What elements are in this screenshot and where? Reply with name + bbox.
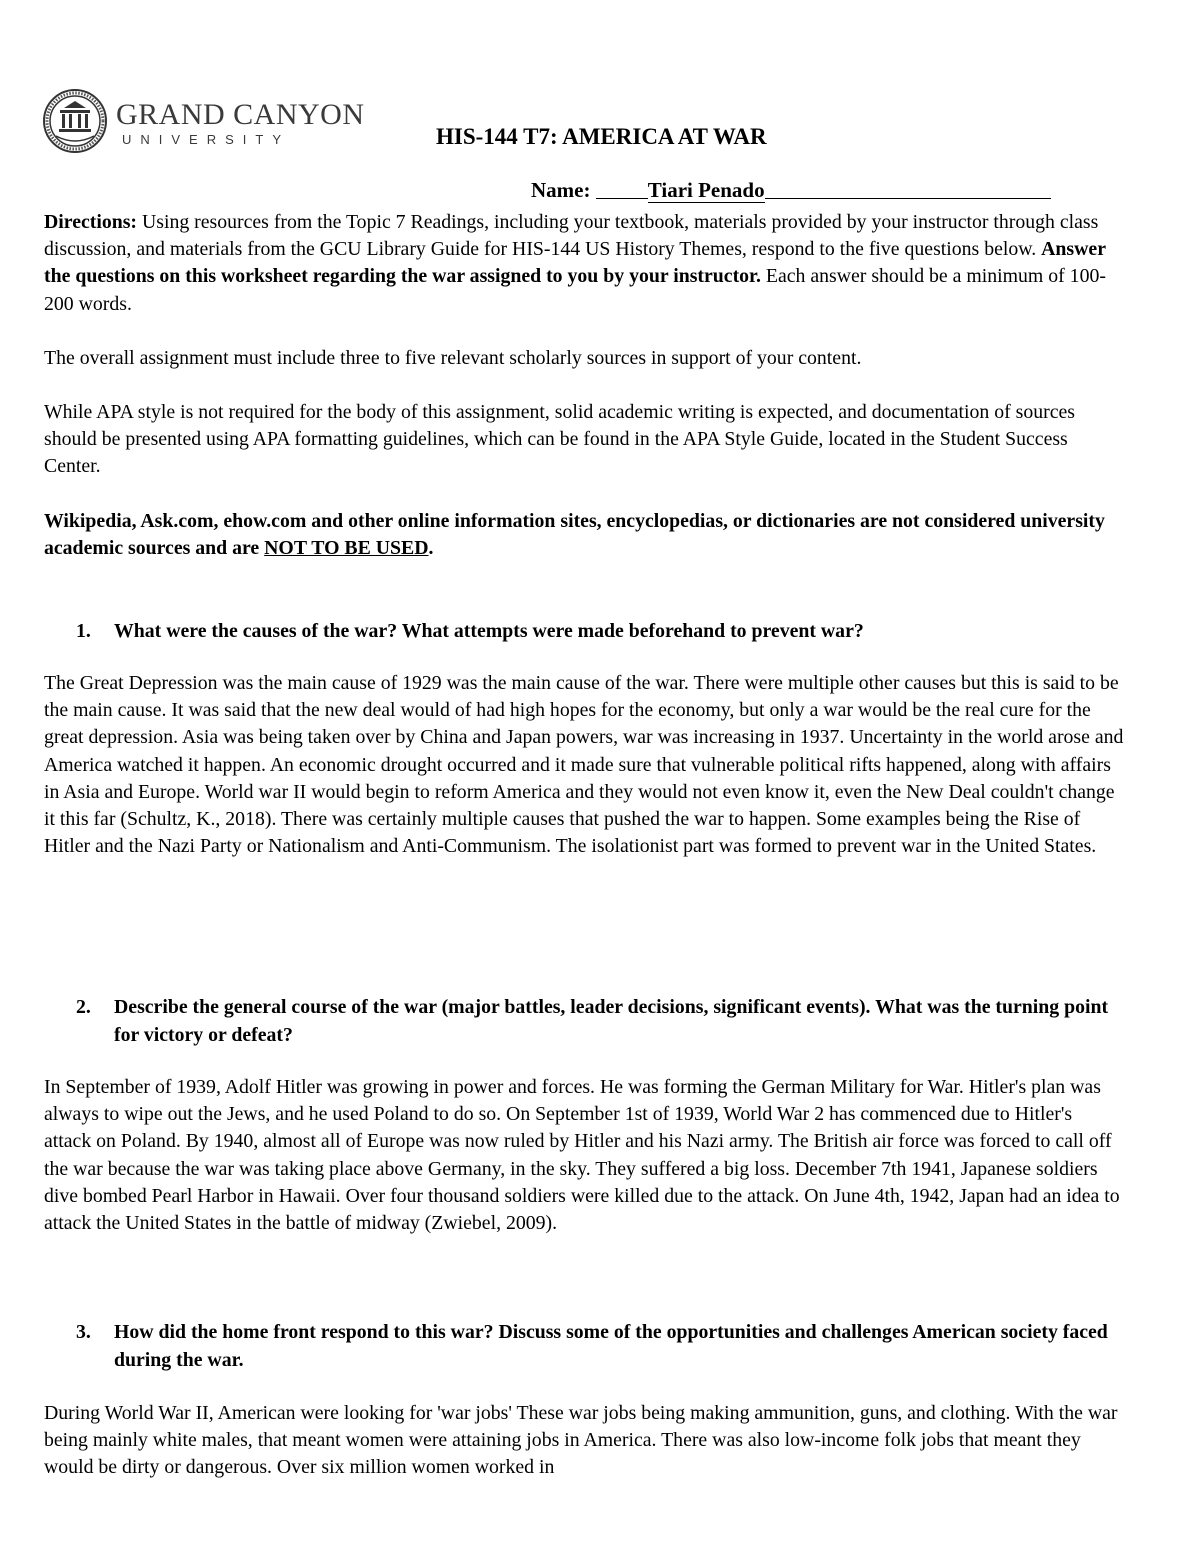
- page-title: HIS-144 T7: AMERICA AT WAR: [436, 124, 767, 149]
- question-2: [76, 993, 1116, 1049]
- directions-emphasis: Answer the questions on this worksheet regarding the war assigned to you by your instructor.: [44, 238, 1106, 288]
- question-3: [76, 1318, 1116, 1374]
- sources-note: The overall assignment must include three to five relevant scholarly sources in support of your content.: [44, 347, 862, 369]
- answer-2: In September of 1939, Adolf Hitler was growing in power and forces. He was forming the German Military for War. Hitler's plan was always to wipe out the Jews, and he used Poland to do so. On September 1st of 1939, World War 2 has commenced due to Hitler's attack on Poland. By 1940, almost all of Europe was now ruled by Hitler and his Nazi army. The British air force was forced to call off the war because the war was taking place above Germany, in the sky. They suffered a big loss. December 7th 1941, Japanese soldiers dive bombed Pearl Harbor in Hawaii. Over four thousand soldiers were killed due to the attack. On June 4th, 1942, Japan had an idea to attack the United States in the battle of midway (Zwiebel, 2009).: [44, 1076, 1120, 1235]
- question-number: 3.: [76, 1321, 91, 1343]
- apa-note: While APA style is not required for the body of this assignment, solid academic writing is expected, and documentation of sources should be presented using APA formatting guidelines, which can be found in the APA Style Guide, located in the Student Success Center.: [44, 401, 1075, 478]
- question-number: 1.: [76, 620, 91, 642]
- logo-subtitle: UNIVERSITY: [122, 132, 291, 147]
- directions-paragraph: [44, 209, 1124, 318]
- university-logo: [42, 88, 365, 154]
- sources-warning: [44, 508, 1124, 562]
- sources-warning-text: Wikipedia, Ask.com, ehow.com and other online information sites, encyclopedias, or dictionaries are not considered university academic sources and are: [44, 510, 1105, 560]
- name-label: Name:: [531, 178, 591, 202]
- name-blank-line: [596, 180, 648, 199]
- directions-text: Using resources from the Topic 7 Readings, including your textbook, materials provided by your instructor through class discussion, and materials from the GCU Library Guide for HIS-144 US History Themes, respond to the five questions below.: [44, 211, 1099, 261]
- logo-wordmark: GRAND CANYON: [116, 98, 365, 131]
- name-trailing-line: [765, 180, 1051, 199]
- directions-word-count: Each answer should be a minimum of 100-200 words.: [44, 265, 1106, 315]
- directions-label: Directions:: [44, 211, 138, 233]
- name-field: [531, 178, 1051, 203]
- sources-warning-underlined: NOT TO BE USED: [264, 537, 429, 560]
- name-value: Tiari Penado: [647, 178, 765, 202]
- university-seal-icon: [42, 88, 108, 154]
- question-number: 2.: [76, 996, 91, 1018]
- answer-3: During World War II, American were looking for 'war jobs' These war jobs being making ammunition, guns, and clothing. With the war being mainly white males, that meant women were attaining jobs in America. There was also low-income folk jobs that meant they would be dirty or dangerous. Over six million women worked in: [44, 1402, 1118, 1479]
- question-text: How did the home front respond to this war? Discuss some of the opportunities and challenges American society faced during the war.: [114, 1321, 1108, 1371]
- question-text: Describe the general course of the war (major battles, leader decisions, significant events). What was the turning point for victory or defeat?: [114, 996, 1109, 1046]
- question-text: What were the causes of the war? What attempts were made beforehand to prevent war?: [114, 620, 864, 642]
- sources-warning-end: .: [428, 537, 434, 560]
- answer-1: The Great Depression was the main cause of 1929 was the main cause of the war. There were multiple other causes but this is said to be the main cause. It was said that the new deal would of had high hopes for the economy, but only a war would be the real cure for the great depression. Asia was being taken over by China and Japan powers, war was increasing in 1937. Uncertainty in the world arose and America watched it happen. An economic drought occurred and it made sure that vulnerable political rifts happened, along with affairs in Asia and Europe. World war II would begin to reform America and they would not even know it, even the New Deal couldn't change it this far (Schultz, K., 2018). There was certainly multiple causes that pushed the war to happen. Some examples being the Rise of Hitler and the Nazi Party or Nationalism and Anti-Communism. The isolationist part was formed to prevent war in the United States.: [44, 672, 1124, 858]
- question-1: [76, 617, 1116, 645]
